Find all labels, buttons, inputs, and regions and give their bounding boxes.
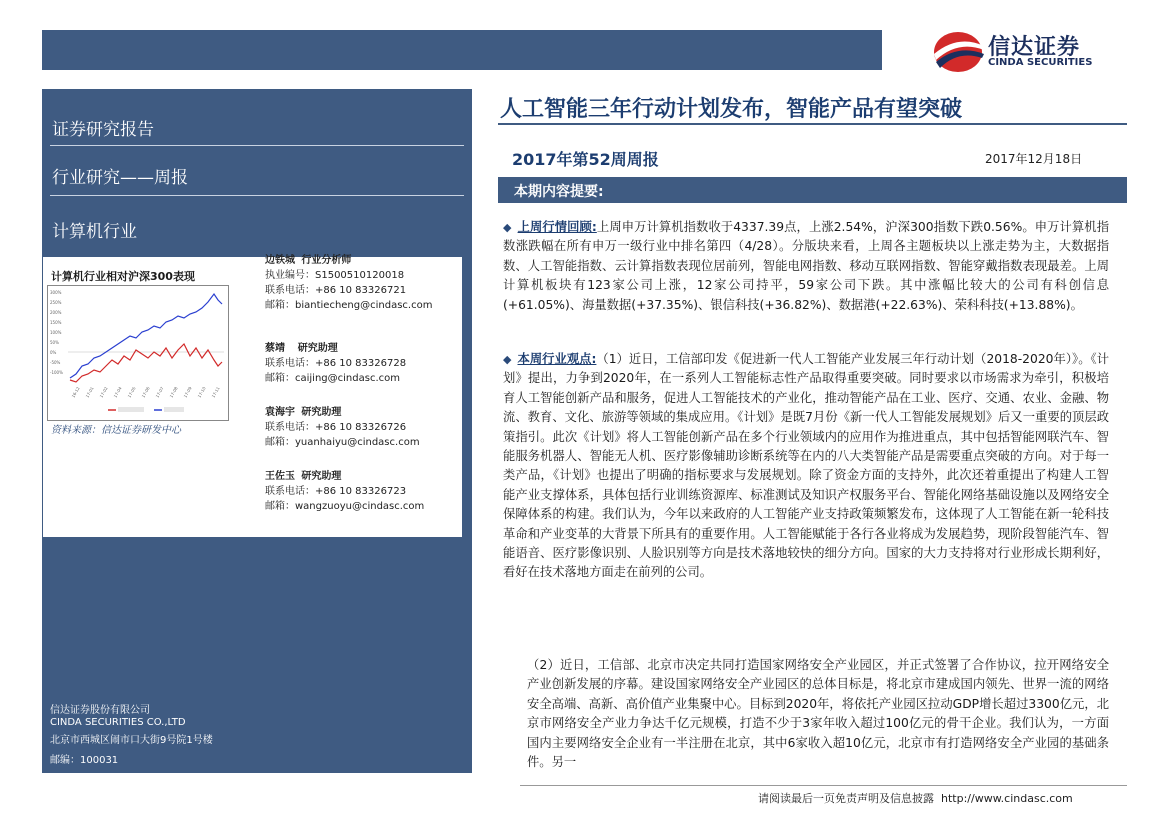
- company-name-cn: 信达证券股份有限公司: [50, 705, 150, 716]
- report-week: 2017年第52周周报: [512, 150, 659, 169]
- svg-text:100%: 100%: [50, 330, 62, 335]
- svg-text:50%: 50%: [50, 340, 59, 345]
- analyst-name: 边铁城: [265, 255, 295, 266]
- relative-performance-chart: [47, 285, 229, 421]
- chart-title: 计算机行业相对沪深300表现: [51, 270, 195, 283]
- analyst-id-label: 执业编号：: [265, 270, 315, 281]
- sidebar-divider: [50, 145, 464, 146]
- svg-text:200%: 200%: [50, 310, 62, 315]
- header-bar: [42, 30, 882, 70]
- industry-name: 计算机行业: [52, 222, 137, 242]
- logo-text-en: CINDA SECURITIES: [988, 57, 1093, 68]
- svg-text:17-07: 17-07: [154, 385, 165, 399]
- analyst-tel: +86 10 83326726: [315, 422, 407, 433]
- logo-text-cn: 信达证券: [988, 35, 1081, 60]
- analyst-tel-label: 联系电话：: [265, 358, 315, 369]
- analyst-email-label: 邮箱：: [265, 300, 295, 311]
- summary-header: [498, 177, 1127, 203]
- analyst-tel-label: 联系电话：: [265, 422, 315, 433]
- chart-thumbnail: [48, 286, 228, 420]
- analyst-email[interactable]: yuanhaiyu@cindasc.com: [295, 437, 420, 448]
- company-address: 北京市西城区闹市口大街9号院1号楼: [50, 735, 213, 746]
- svg-text:17-04: 17-04: [112, 385, 123, 399]
- analyst-role: 研究助理: [301, 471, 342, 482]
- analyst-email[interactable]: wangzuoyu@cindasc.com: [295, 501, 425, 512]
- industry-view-keyword: 本周行业观点:: [517, 352, 597, 366]
- svg-text:17-06: 17-06: [140, 385, 151, 399]
- cinda-logo: [930, 28, 1130, 74]
- svg-text:250%: 250%: [50, 300, 62, 305]
- svg-text:17-08: 17-08: [168, 385, 179, 399]
- analyst-block: [265, 469, 424, 514]
- diamond-bullet-icon: ◆: [503, 221, 512, 234]
- market-review-paragraph: [503, 218, 1109, 315]
- analyst-tel-label: 联系电话：: [265, 486, 315, 497]
- analyst-id: S1500510120018: [315, 270, 405, 281]
- analyst-email[interactable]: biantiecheng@cindasc.com: [295, 300, 433, 311]
- analyst-email[interactable]: caijing@cindasc.com: [295, 373, 400, 384]
- report-type: 证券研究报告: [52, 120, 154, 140]
- industry-view-text: （1）近日，工信部印发《促进新一代人工智能产业发展三年行动计划（2018-2020年）》。《计划》提出，力争到2020年，在一系列人工智能标志性产品取得重要突破。同时要求以市场需求为牵引，积极培育人工智能创新产品和服务，促进人工智能技术的产业化，推动智能产品在工业、医疗、交通、农业、金融、物流、教育、文化、旅游等领域的集成应用。《计划》是既7月份《新一代人工智能发展规划》后又一重要的顶层政策指引。此次《计划》将人工智能创新产品在多个行业领域内的应用作为推进重点，其中包括智能网联汽车、智能服务机器人、智能无人机、医疗影像辅助诊断系统等在内的八大类智能产品是需要重点突破的方向。对于每一类产品，《计划》也提出了明确的指标要求与发展规划。除了资金方面的支持外，此次还着重提出了构建人工智能产业支撑体系，具体包括行业训练资源库、标准测试及知识产权服务平台、智能化网络基础设施以及网络安全保障体系的构建。我们认为，今年以来政府的人工智能产业支持政策频繁发布，这体现了人工智能在新一轮科技革命和产业变革的大背景下所具有的重要作用。人工智能赋能于各行各业将成为发展趋势，现阶段智能汽车、智能语音、医疗影像识别、人脸识别等方向是技术落地较快的细分方向。国家的大力支持将对行业形成长期利好，看好在技术落地方面走在前列的公司。: [503, 352, 1109, 580]
- footer: [758, 790, 1073, 806]
- report-date: 2017年12月18日: [985, 152, 1083, 166]
- market-review-keyword: 上周行情回顾:: [517, 220, 597, 234]
- svg-text:150%: 150%: [50, 320, 62, 325]
- analyst-tel: +86 10 83326721: [315, 285, 407, 296]
- analyst-name: 蔡靖: [265, 343, 285, 354]
- company-postcode: 邮编：100031: [50, 755, 119, 766]
- svg-text:-100%: -100%: [50, 370, 63, 375]
- report-category: 行业研究——周报: [52, 168, 188, 188]
- svg-text:0%: 0%: [50, 350, 57, 355]
- industry-view-paragraph: [503, 350, 1109, 583]
- report-title: 人工智能三年行动计划发布，智能产品有望突破: [500, 97, 963, 122]
- analyst-block: [265, 253, 432, 313]
- summary-label: 本期内容提要:: [514, 184, 604, 200]
- analyst-email-label: 邮箱：: [265, 437, 295, 448]
- svg-text:17-02: 17-02: [98, 385, 109, 399]
- analyst-block: [265, 405, 420, 450]
- chart-and-analysts-panel: [43, 257, 462, 537]
- security-park-text: （2）近日，工信部、北京市决定共同打造国家网络安全产业园区，并正式签署了合作协议，拉开网络安全产业创新发展的序幕。建设国家网络安全产业园区的总体目标是，将北京市建成国内领先、世界一流的网络安全高端、高新、高价值产业集聚中心。目标到2020年，将依托产业园区拉动GDP增长超过3300亿元，北京市网络安全产业力争达千亿元规模，打造不少于3家年收入超过100亿元的骨干企业。我们认为，一方面国内主要网络安全企业有一半注册在北京，其中6家收入超10亿元，北京市有打造网络安全产业园的基础条件。另一: [527, 658, 1109, 770]
- analyst-tel-label: 联系电话：: [265, 285, 315, 296]
- svg-text:16-12: 16-12: [70, 385, 81, 399]
- analyst-role: 研究助理: [301, 407, 342, 418]
- svg-text:17-09: 17-09: [182, 385, 193, 399]
- analyst-email-label: 邮箱：: [265, 501, 295, 512]
- market-review-text: 上周申万计算机指数收于4337.39点，上涨2.54%，沪深300指数下跌0.56%。申万计算机指数涨跌幅在所有申万一级行业中排名第四（4/28）。分版块来看，上周各主题板块以上涨走势为主，大数据指数、人工智能指数、云计算指数表现位居前列，智能电网指数、移动互联网指数、智能穿戴指数表现最差。上周计算机板块有123家公司上涨，12家公司持平，59家公司下跌。其中涨幅比较大的公司有科创信息(+61.05%)、海量数据(+37.35%)、银信科技(+36.82%)、数据港(+22.63%)、荣科科技(+13.88%)。: [503, 220, 1109, 312]
- footer-divider: [520, 785, 1127, 786]
- diamond-bullet-icon: ◆: [503, 353, 512, 366]
- analyst-block: [265, 341, 406, 386]
- analyst-tel: +86 10 83326723: [315, 486, 407, 497]
- security-park-paragraph: [527, 656, 1109, 772]
- company-name-en: CINDA SECURITIES CO.,LTD: [50, 717, 186, 728]
- footer-disclaimer: 请阅读最后一页免责声明及信息披露: [758, 792, 934, 805]
- svg-text:17-01: 17-01: [84, 385, 95, 399]
- svg-text:300%: 300%: [50, 290, 62, 295]
- analyst-name: 王佐玉: [265, 471, 295, 482]
- analyst-name: 袁海宇: [265, 407, 295, 418]
- svg-text:17-05: 17-05: [126, 385, 137, 399]
- analyst-role: 研究助理: [297, 343, 338, 354]
- analyst-tel: +86 10 83326728: [315, 358, 407, 369]
- footer-url[interactable]: http://www.cindasc.com: [941, 792, 1073, 805]
- logo-swoosh-icon: [930, 28, 986, 74]
- sidebar-divider: [50, 195, 464, 196]
- title-underline: [498, 123, 1127, 125]
- svg-text:17-11: 17-11: [210, 385, 221, 399]
- svg-text:17-10: 17-10: [196, 385, 207, 399]
- chart-source: 资料来源：信达证券研发中心: [51, 425, 181, 436]
- svg-text:-50%: -50%: [50, 360, 61, 365]
- analyst-email-label: 邮箱：: [265, 373, 295, 384]
- analyst-role: 行业分析师: [301, 255, 352, 266]
